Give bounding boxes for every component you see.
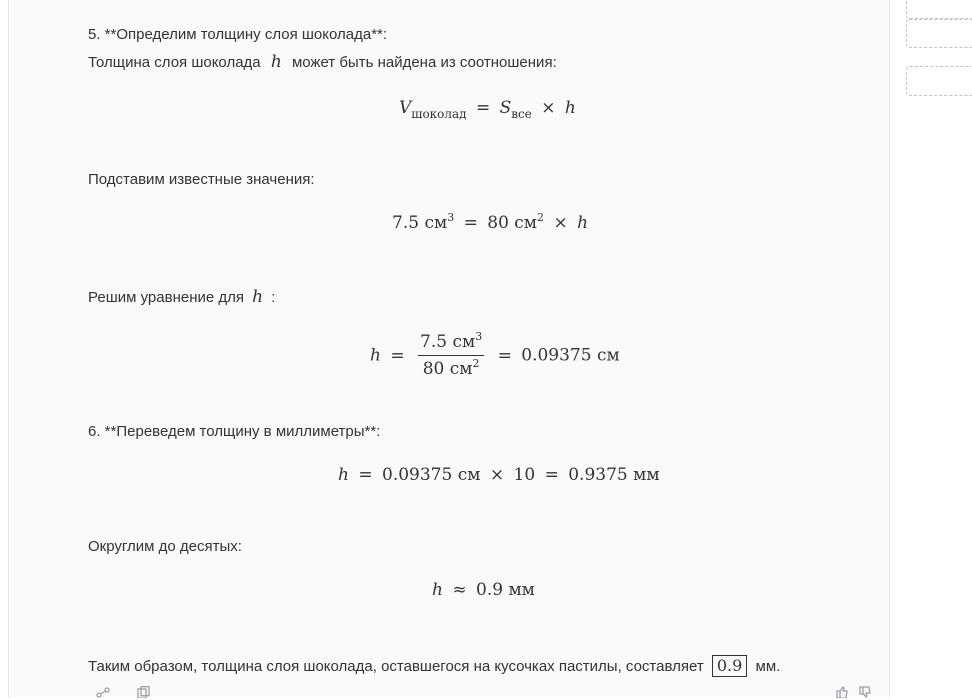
formula-volume: [399, 98, 576, 121]
share-icon[interactable]: [96, 686, 110, 698]
boxed-answer: 0.9: [712, 655, 747, 677]
fraction: [418, 332, 484, 379]
equals-sign: =: [358, 465, 373, 485]
intro-text-before: Толщина слоя шоколада: [88, 54, 261, 71]
conclusion-unit: мм.: [755, 658, 781, 675]
var-v: V: [399, 98, 412, 118]
conclusion-text: Таким образом, толщина слоя шоколада, оставшегося на кусочках пастилы, составляет: [88, 658, 704, 675]
equals-sign: =: [463, 213, 478, 233]
equals-sign: =: [390, 345, 405, 366]
step5-heading: 5. **Определим толщину слоя шоколада**:: [88, 26, 388, 43]
times-sign: ×: [553, 213, 568, 233]
substitute-text: Подставим известные значения:: [88, 171, 315, 188]
round-text: Округлим до десятых:: [88, 538, 242, 555]
value-mm: 0.9375 мм: [568, 465, 660, 485]
side-placeholder-1[interactable]: [906, 0, 972, 20]
times-sign: ×: [541, 98, 556, 118]
rounded-value: 0.9 мм: [476, 580, 535, 600]
sub-chocolate: шоколад: [411, 107, 467, 121]
value-10: 10: [513, 465, 536, 485]
step5-intro: [88, 52, 557, 73]
solve-colon: :: [271, 289, 276, 306]
equals-sign-2: =: [497, 345, 512, 366]
thumbs-up-icon[interactable]: [835, 686, 849, 698]
side-placeholder-3[interactable]: [906, 66, 972, 96]
side-placeholder-2[interactable]: [906, 18, 972, 48]
formula-conversion: [338, 465, 660, 485]
solve-var-h: h: [252, 287, 264, 307]
var-h: h: [564, 98, 576, 118]
intro-text-after: может быть найдена из соотношения:: [291, 54, 557, 71]
solve-text: [88, 287, 275, 308]
value-cm: 0.09375 см: [382, 465, 481, 485]
solution-result: 0.09375 см: [521, 345, 620, 366]
sub-all: все: [511, 107, 532, 121]
value-area: 80 см: [487, 213, 538, 233]
var-h: h: [577, 213, 589, 233]
approx-sign: ≈: [452, 580, 467, 600]
formula-substituted: [392, 213, 588, 233]
copy-icon[interactable]: [136, 686, 150, 698]
fraction-numerator: 7.5 $см^3$: [418, 332, 484, 356]
thumbs-down-icon[interactable]: [858, 686, 872, 698]
formula-rounded: [432, 580, 535, 600]
var-s: S: [499, 98, 512, 118]
equals-sign: =: [475, 98, 491, 118]
fraction-denominator: 80 $см^2$: [422, 357, 480, 379]
times-sign: ×: [489, 465, 505, 485]
equals-sign-2: =: [544, 465, 559, 485]
intro-var-h: h: [270, 52, 282, 72]
var-h: h: [370, 345, 381, 366]
sup-3: 3: [447, 211, 455, 224]
formula-solution: [370, 332, 620, 379]
solve-text-before: Решим уравнение для: [88, 289, 244, 306]
conclusion: [88, 655, 780, 677]
step6-heading: 6. **Переведем толщину в миллиметры**:: [88, 423, 381, 440]
var-h: h: [338, 465, 349, 485]
value-volume: 7.5 см: [392, 213, 448, 233]
var-h: h: [432, 580, 443, 600]
sup-2: 2: [537, 211, 545, 224]
